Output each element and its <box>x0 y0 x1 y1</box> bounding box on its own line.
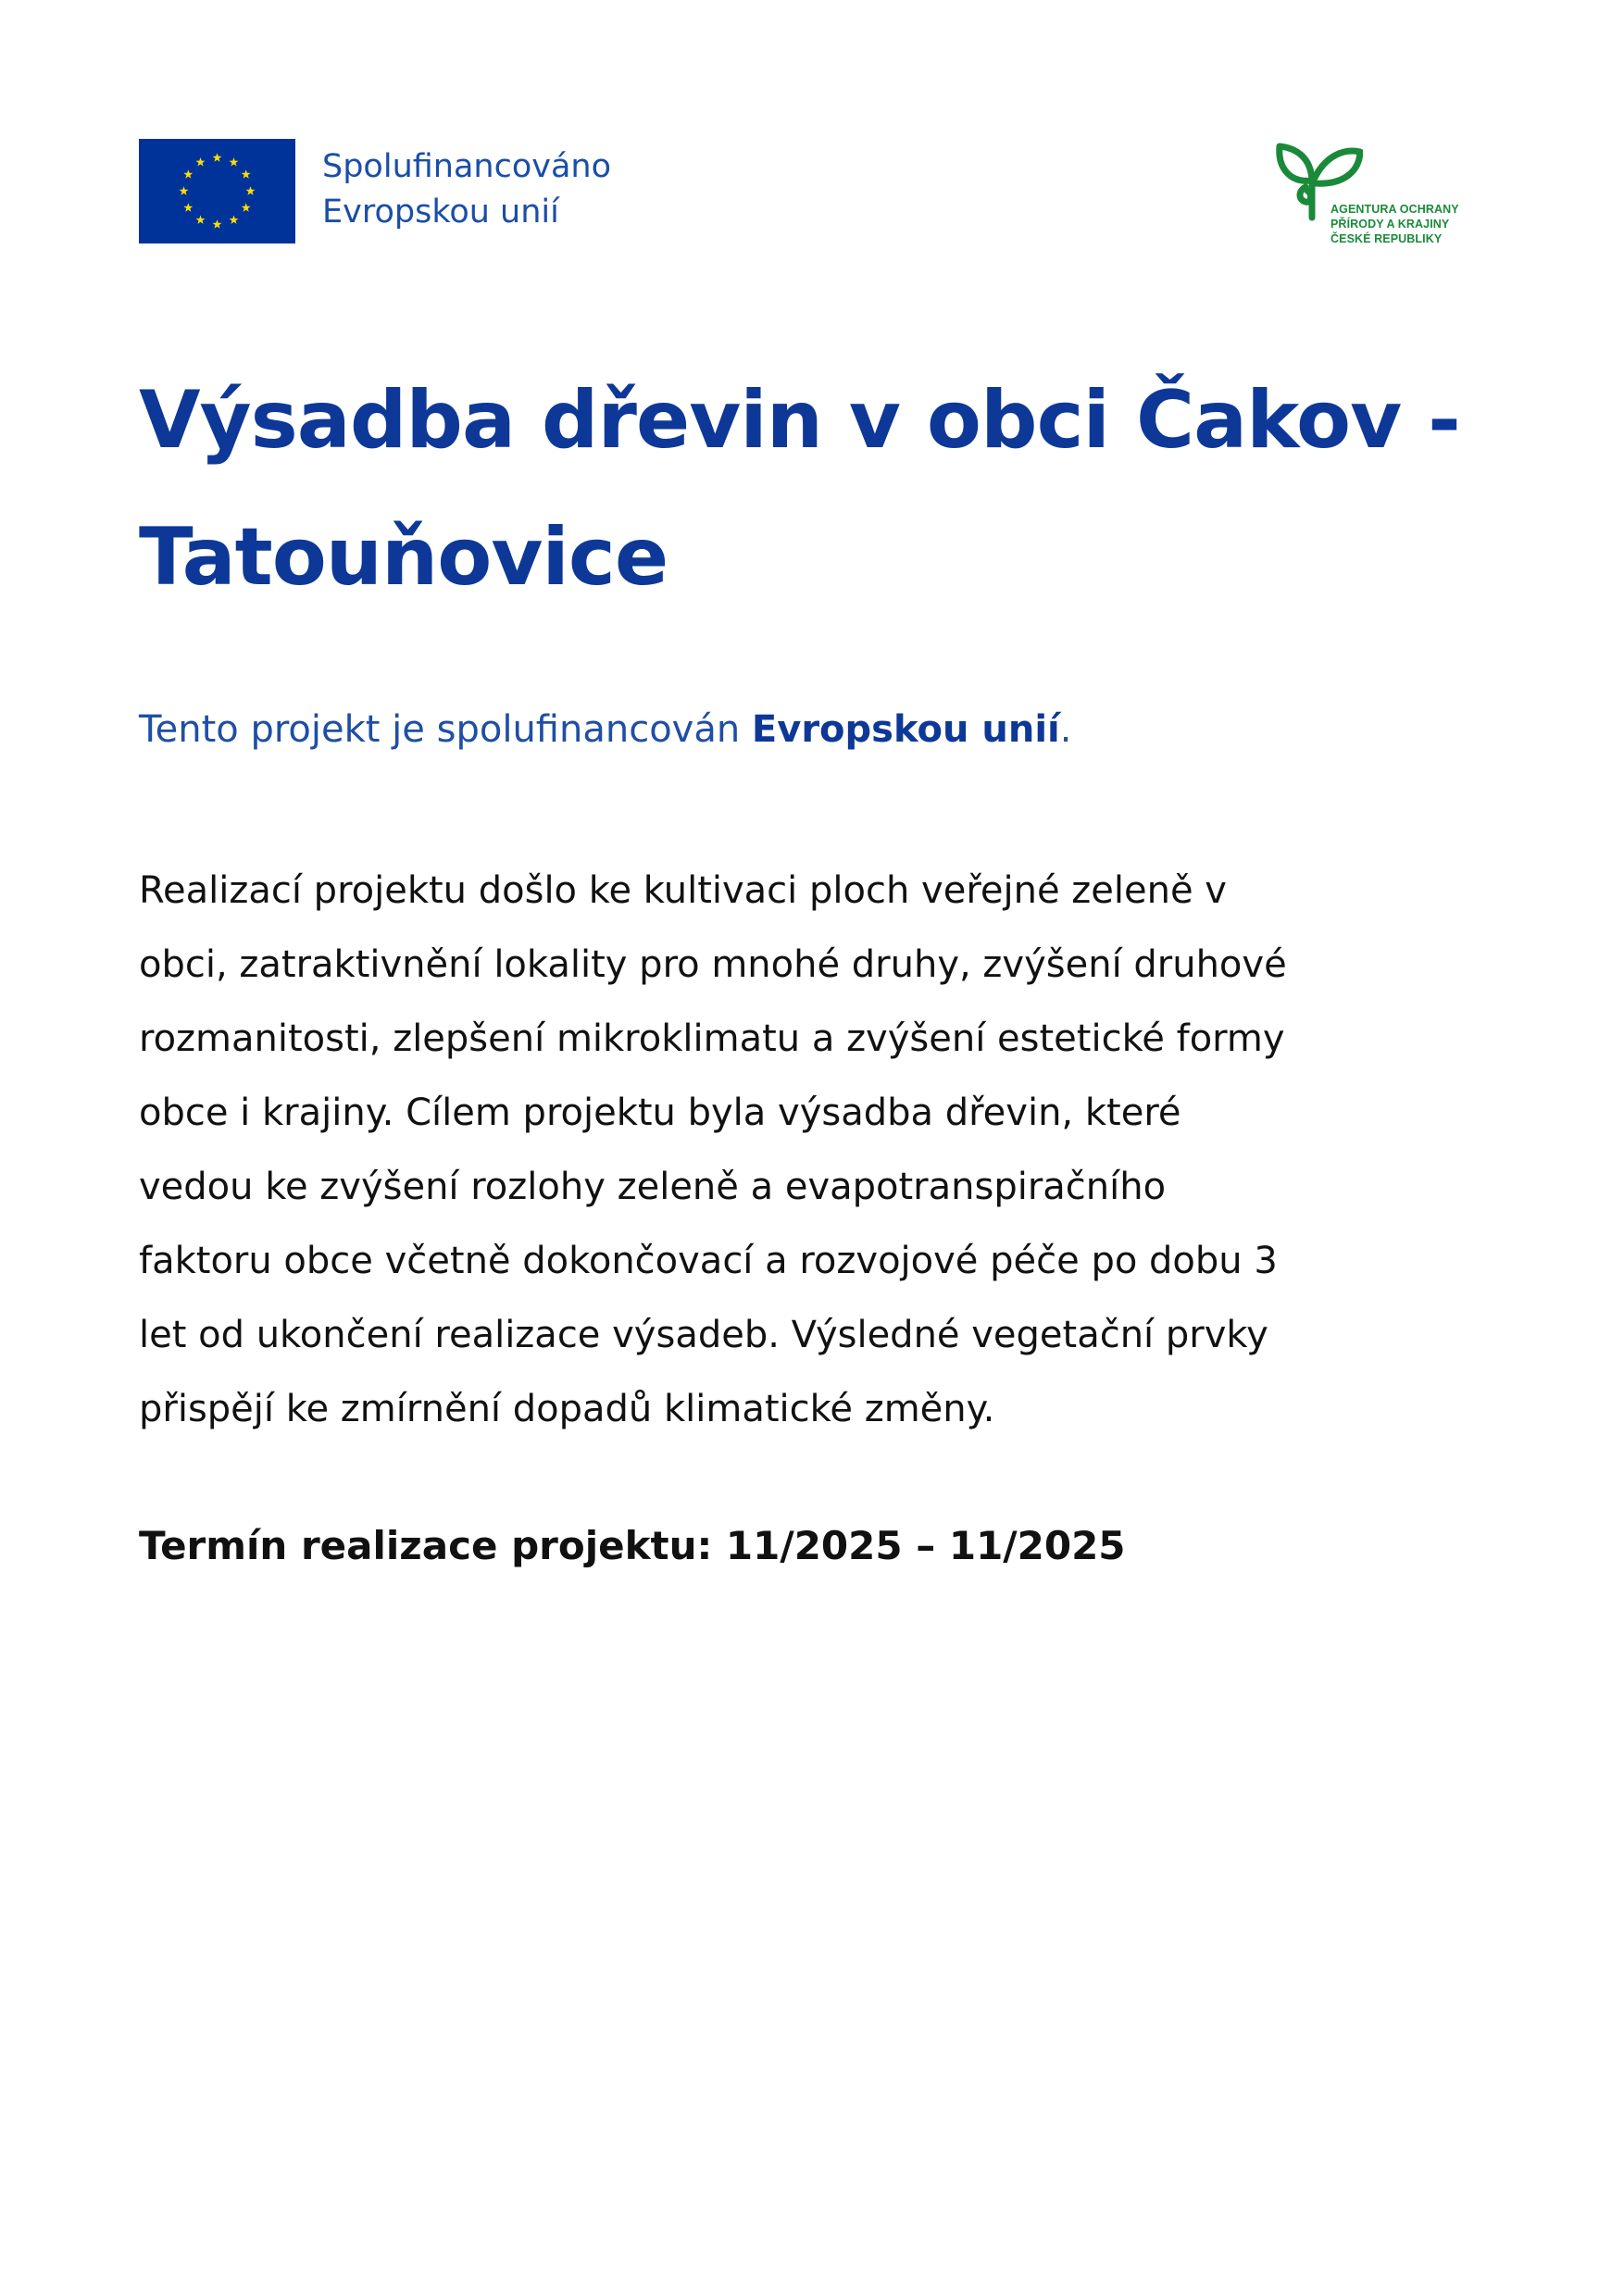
aopk-logo <box>1270 139 1485 255</box>
description-line: obci, zatraktivnění lokality pro mnohé druhy, zvýšení druhové <box>139 943 1287 986</box>
description-line: obce i krajiny. Cílem projektu byla výsadba dřevin, které <box>139 1092 1181 1134</box>
intro-prefix: Tento projekt je spolufinancován <box>139 708 752 751</box>
intro-statement <box>139 704 1071 755</box>
eu-cofinanced-line1: Spolufinancováno <box>322 148 612 185</box>
eu-cofinanced-line2: Evropskou unií <box>322 193 559 231</box>
intro-emphasis: Evropskou unií <box>751 708 1060 751</box>
aopk-name <box>1330 202 1459 246</box>
page-title-line1: Výsadba dřevin v obci Čakov - <box>139 374 1460 467</box>
eu-flag-icon <box>139 139 295 243</box>
aopk-name-line3: ČESKÉ REPUBLIKY <box>1330 232 1443 245</box>
aopk-name-line2: PŘÍRODY A KRAJINY <box>1330 218 1450 231</box>
description-line: přispějí ke zmírnění dopadů klimatické změny. <box>139 1388 995 1430</box>
description-line: vedou ke zvýšení rozlohy zeleně a evapotranspiračního <box>139 1166 1167 1208</box>
project-description <box>139 854 1509 1446</box>
page-title-line2: Tatouňovice <box>139 511 668 604</box>
intro-suffix: . <box>1059 708 1072 751</box>
description-line: faktoru obce včetně dokončovací a rozvojové péče po dobu 3 <box>139 1240 1278 1282</box>
description-line: let od ukončení realizace výsadeb. Výsledné vegetační prvky <box>139 1314 1268 1356</box>
page-header <box>139 139 1485 255</box>
eu-flag-svg <box>139 139 295 243</box>
page-title <box>139 352 1509 626</box>
description-line: rozmanitosti, zlepšení mikroklimatu a zvýšení estetické formy <box>139 1017 1285 1060</box>
eu-cofinanced-label <box>322 144 611 235</box>
description-line: Realizací projektu došlo ke kultivaci ploch veřejné zeleně v <box>139 869 1227 912</box>
aopk-name-line1: AGENTURA OCHRANY <box>1330 203 1459 216</box>
project-term: Termín realizace projektu: 11/2025 – 11/2025 <box>139 1523 1126 1568</box>
